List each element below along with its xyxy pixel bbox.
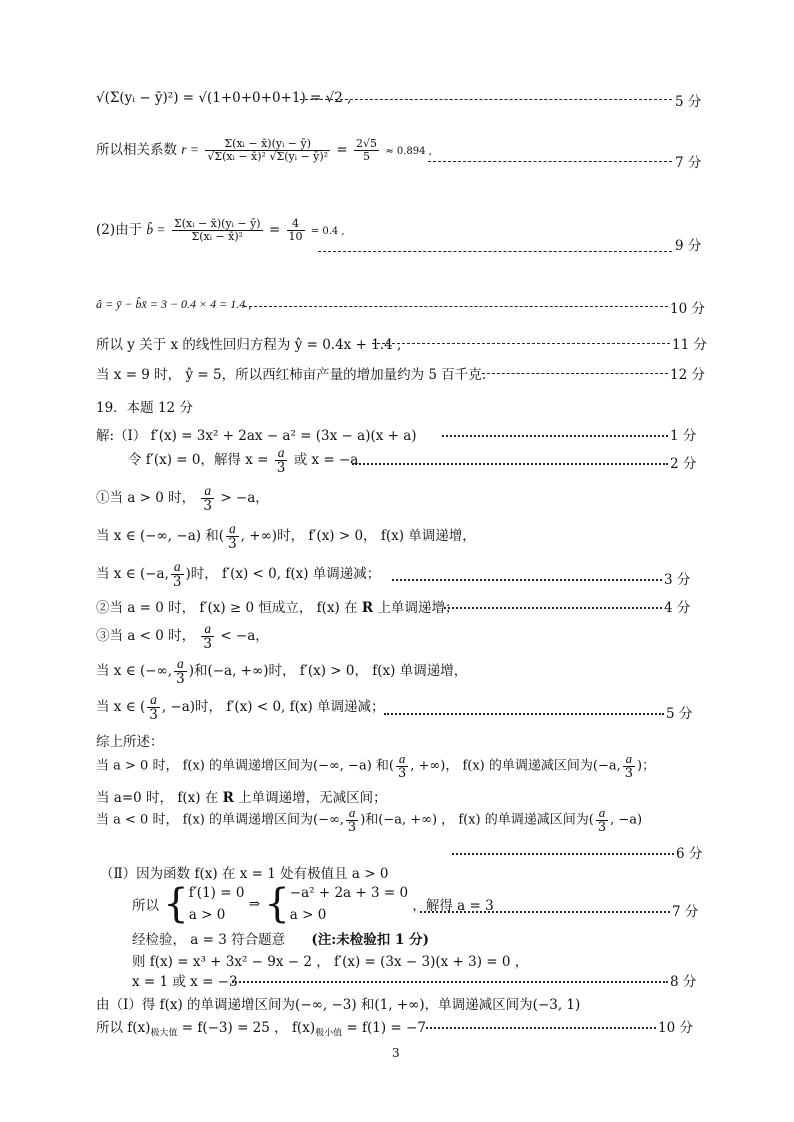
line-28-extrema: 所以 $f(x)_{极大值} = f(-3) = 25$ ， $f(x)_{极小值} = f(1) = -7$: [96, 1020, 426, 1039]
line-2-corr: 所以相关系数 r = $\frac{\text{Σ(xᵢ − x̄)(yᵢ − ȳ)}}{\text{√Σ(xᵢ − x̄)² √Σ(yᵢ − ȳ)²}}$ = $\frac{2√5}{5}$ ≈ 0.894 ,: [96, 137, 432, 163]
line-15: 当 x ∈ (−∞, $\frac{a}{3}$ )和(−a, +∞)时， f′(x) > 0， f(x) 单调递增，: [96, 656, 468, 688]
summary-heading: 综上所述：: [96, 734, 164, 750]
frac-a-3: $\frac{a}{3}$: [203, 621, 213, 653]
frac-a-3: $\frac{a}{3}$: [397, 751, 407, 781]
leader-5: [372, 342, 670, 344]
line-12: 当 x ∈ (−a, $\frac{a}{3}$ )时， f′(x) < 0, f(x) 单调递减；: [96, 559, 381, 591]
line-23-system: 所以 { f′(1) = 0 a > 0 ⇒ { −a² + 2a + 3 = 0 a > 0 ，解得 a = 3: [132, 881, 494, 927]
leader-21: [452, 852, 674, 855]
line-26-roots: x = 1 或 x = −3: [132, 974, 238, 990]
leader-2: [428, 160, 672, 162]
leader-9: [352, 462, 668, 465]
line-1-expr: √(Σ(yᵢ − ȳ)²) = √(1+0+0+0+1) = √2 ,: [96, 90, 352, 106]
line-19-summary-zero: 当 a=0 时， f(x) 在 R 上单调递增，无减区间；: [96, 790, 387, 806]
slope-value-fraction: $\frac{4}{10}$: [288, 217, 303, 243]
leader-12: [392, 578, 662, 581]
score-28: 10 分: [658, 1020, 693, 1036]
line-13-case2: ②当 a = 0 时， f′(x) ≥ 0 恒成立， f(x) 在 R 上单调递增；: [96, 600, 459, 616]
frac-a-3: $\frac{a}{3}$: [176, 656, 185, 688]
score-1: 5 分: [675, 94, 702, 110]
score-4: 10 分: [670, 301, 705, 317]
score-12: 3 分: [664, 572, 691, 588]
corr-fraction: $\frac{\text{Σ(xᵢ − x̄)(yᵢ − ȳ)}}{\text{√Σ(xᵢ − x̄)² √Σ(yᵢ − ȳ)²}}$: [207, 137, 329, 163]
page-number: 3: [392, 1046, 400, 1060]
score-6: 12 分: [670, 367, 705, 383]
part-2-intro: （Ⅱ）因为函数 f(x) 在 x = 1 处有极值且 a > 0: [100, 866, 389, 882]
line-11: 当 x ∈ (−∞, −a) 和( $\frac{a}{3}$ , +∞)时， f′(x) > 0， f(x) 单调递增，: [96, 521, 476, 553]
line-4-intercept: â = ȳ − b̂x̄ = 3 − 0.4 × 4 = 1.4 ,: [96, 297, 252, 311]
line-3-slope: (2)由于 b̂ = $\frac{\text{Σ(xᵢ − x̄)(yᵢ − ȳ)}}{\text{Σ(xᵢ − x̄)²}}$ = $\frac{4}{10}$ = 0.4 ,: [96, 217, 345, 243]
label-corr: 所以相关系数: [96, 142, 177, 158]
leader-1: [300, 98, 672, 100]
slope-fraction: $\frac{\text{Σ(xᵢ − x̄)(yᵢ − ȳ)}}{\text{Σ(xᵢ − x̄)²}}$: [173, 217, 261, 243]
leader-4: [244, 305, 668, 307]
leader-28: [426, 1026, 656, 1029]
frac-a-3: $\frac{a}{3}$: [597, 805, 607, 835]
score-23: 7 分: [672, 904, 699, 920]
frac-a-3: $\frac{a}{3}$: [228, 521, 237, 553]
score-2: 7 分: [675, 155, 702, 171]
frac-a-3: $\frac{a}{3}$: [347, 805, 357, 835]
leader-13: [444, 606, 662, 609]
leader-16: [384, 712, 664, 715]
frac-a-3: $\frac{a}{3}$: [624, 751, 634, 781]
score-9: 2 分: [670, 456, 697, 472]
frac-a-3: $\frac{a}{3}$: [276, 445, 286, 477]
line-10-case1: ①当 a > 0 时， $\frac{a}{3}$ > −a，: [96, 483, 269, 515]
system-2: −a² + 2a + 3 = 0 a > 0: [289, 885, 409, 923]
line-25-function: 则 f(x) = x³ + 3x² − 9x − 2 ， f′(x) = (3x − 3)(x + 3) = 0 ，: [132, 954, 529, 970]
line-27-intervals: 由（Ⅰ）得 f(x) 的单调递增区间为(−∞, −3) 和(1, +∞)，单调递减区间为(−3, 1): [96, 997, 581, 1013]
leader-26: [232, 980, 668, 983]
frac-a-3: $\frac{a}{3}$: [172, 559, 182, 591]
leader-3: [318, 250, 672, 252]
corr-value-fraction: $\frac{2√5}{5}$: [356, 137, 378, 163]
line-16: 当 x ∈ ( $\frac{a}{3}$ , −a)时， f′(x) < 0, f(x) 单调递减；: [96, 692, 385, 724]
score-13: 4 分: [664, 600, 691, 616]
score-3: 9 分: [675, 238, 702, 254]
system-1: f′(1) = 0 a > 0: [188, 885, 245, 923]
line-6-conclusion: 当 x = 9 时， ŷ = 5，所以西红柿亩产量的增加量约为 5 百千克.: [96, 367, 487, 383]
score-21: 6 分: [676, 846, 703, 862]
line-14-case3: ③当 a < 0 时， $\frac{a}{3}$ < −a，: [96, 621, 269, 653]
problem-19-heading: 19．本题 12 分: [96, 400, 193, 416]
leader-8: [442, 434, 668, 437]
b-hat: b̂ =: [146, 222, 166, 237]
line-24-check: 经检验， a = 3 符合题意 (注:未检验扣 1 分): [132, 932, 429, 948]
leader-23: [420, 910, 670, 913]
leader-6: [482, 372, 668, 374]
line-5-regression: 所以 y 关于 x 的线性回归方程为 ŷ = 0.4x + 1.4 ,: [96, 337, 402, 353]
line-8-derivative: 解:（Ⅰ） f′(x) = 3x² + 2ax − a² = (3x − a)(x + a): [96, 428, 417, 444]
line-18-summary-pos: 当 a > 0 时， f(x) 的单调递增区间为(−∞, −a) 和( $\frac{a}{3}$ , +∞)， f(x) 的单调递减区间为(−a, $\frac{a}{3}$ )；: [96, 751, 656, 781]
frac-a-3: $\frac{a}{3}$: [149, 692, 158, 724]
score-5: 11 分: [672, 337, 707, 353]
score-26: 8 分: [670, 974, 697, 990]
score-16: 5 分: [666, 706, 693, 722]
line-20-summary-neg: 当 a < 0 时， f(x) 的单调递增区间为(−∞, $\frac{a}{3}$ )和(−a, +∞) ， f(x) 的单调递减区间为( $\frac{a}{3}$ , −a): [96, 805, 643, 835]
frac-a-3: $\frac{a}{3}$: [203, 483, 213, 515]
r-symbol: r =: [181, 142, 200, 157]
line-9-roots: 令 f′(x) = 0，解得 x = $\frac{a}{3}$ 或 x = −a: [128, 445, 359, 477]
score-8: 1 分: [670, 428, 697, 444]
grading-note: (注:未检验扣 1 分): [311, 932, 429, 948]
